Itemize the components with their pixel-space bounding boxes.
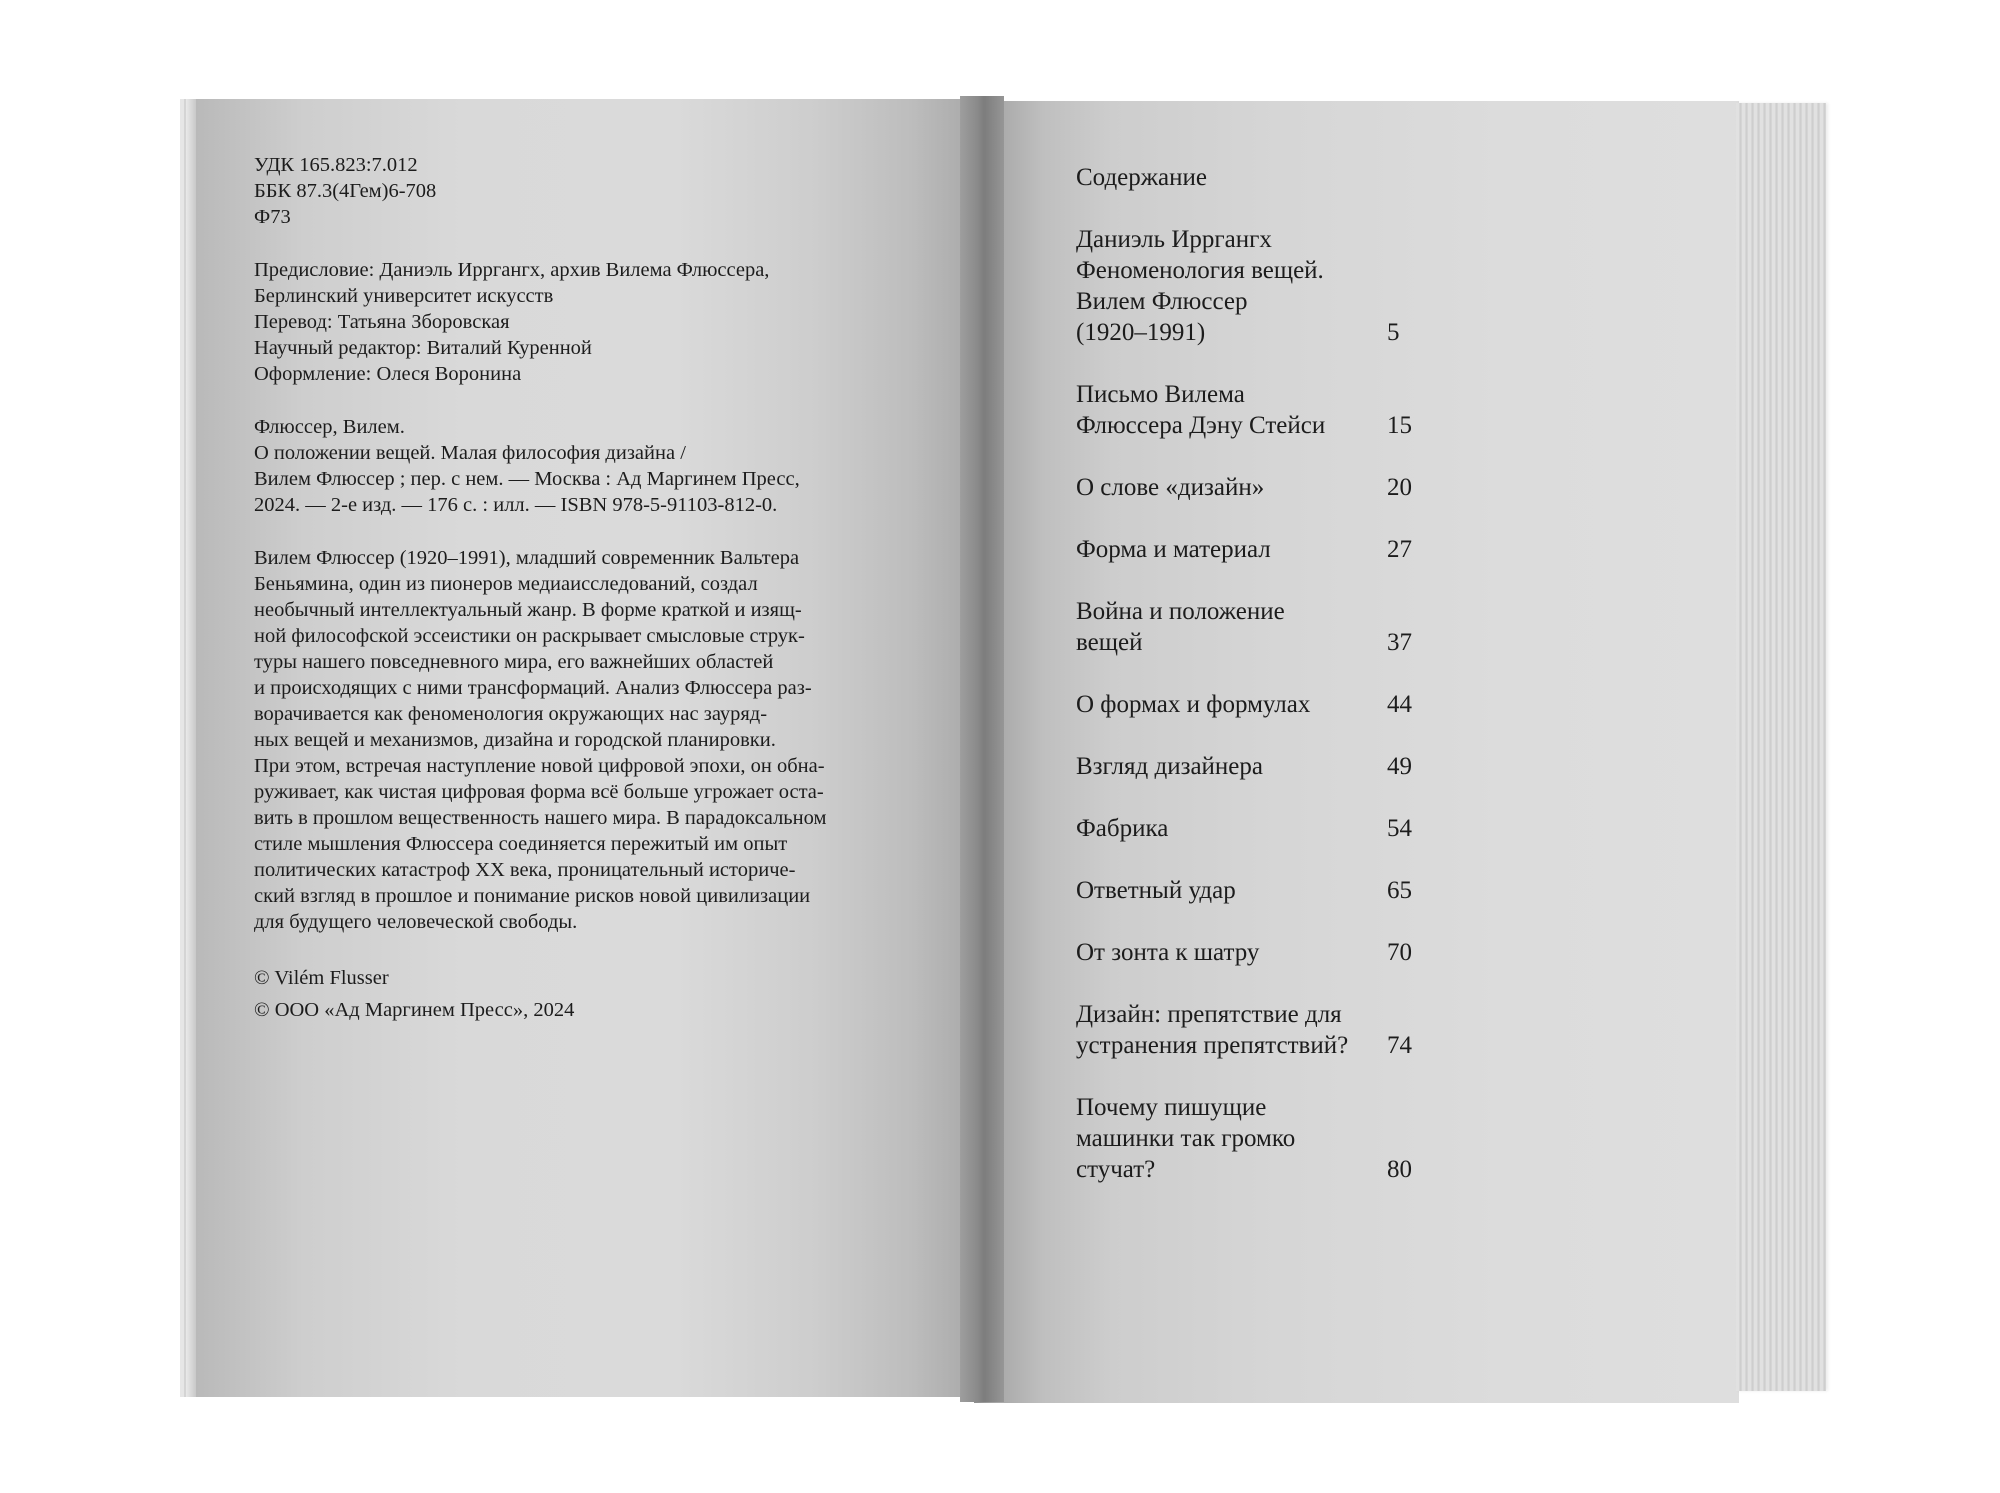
classification-line: УДК 165.823:7.012 bbox=[254, 154, 418, 176]
toc-entry bbox=[1076, 596, 1476, 658]
annotation-line: Беньямина, один из пионеров медиаисследований, создал bbox=[254, 573, 758, 595]
toc-entry-title bbox=[1076, 379, 1386, 441]
toc-entry-title bbox=[1076, 224, 1386, 348]
toc-entry-title-line: Письмо Вилема bbox=[1076, 381, 1245, 408]
classification-block bbox=[254, 152, 894, 230]
toc-entry-title-line: Почему пишущие bbox=[1076, 1094, 1267, 1121]
annotation-line: ных вещей и механизмов, дизайна и городской планировки. bbox=[254, 729, 776, 751]
credits-line: Оформление: Олеся Воронина bbox=[254, 363, 522, 385]
toc-entry-title-line: Фабрика bbox=[1076, 815, 1169, 842]
toc-entry-title bbox=[1076, 472, 1386, 503]
toc-page-number: 27 bbox=[1387, 536, 1412, 563]
bibliographic-line: Флюссер, Вилем. bbox=[254, 416, 405, 438]
toc-entry bbox=[1076, 472, 1476, 503]
toc-entry-title-line: Даниэль Ирргангx bbox=[1076, 226, 1272, 253]
copyright-line: © Vilém Flusser bbox=[254, 967, 389, 989]
toc-entry bbox=[1076, 224, 1476, 348]
bibliographic-line: О положении вещей. Малая философия дизайна / bbox=[254, 442, 686, 464]
toc-page-number: 20 bbox=[1387, 474, 1412, 501]
toc-page-number: 5 bbox=[1387, 319, 1400, 346]
toc-entry-title bbox=[1076, 937, 1386, 968]
copyright-block bbox=[254, 962, 894, 1026]
classification-line: Ф73 bbox=[254, 206, 291, 228]
annotation-line: стиле мышления Флюссера соединяется пережитый им опыт bbox=[254, 833, 788, 855]
toc-page-number: 44 bbox=[1387, 691, 1412, 718]
toc-entry bbox=[1076, 999, 1476, 1061]
annotation-line: политических катастроф XX века, проницательный историче- bbox=[254, 859, 796, 881]
toc-entry-title bbox=[1076, 534, 1386, 565]
toc-entry bbox=[1076, 875, 1476, 906]
toc-entry-title-line: машинки так громко bbox=[1076, 1125, 1296, 1152]
toc-entry-title-line: О слове «дизайн» bbox=[1076, 474, 1265, 501]
toc-page-number: 70 bbox=[1387, 939, 1412, 966]
toc-page-number: 37 bbox=[1387, 629, 1412, 656]
annotation-line: для будущего человеческой свободы. bbox=[254, 911, 578, 933]
annotation-line: ной философской эссеистики он раскрывает смысловые струк- bbox=[254, 625, 805, 647]
toc-entry-title-line: устранения препятствий? bbox=[1076, 1032, 1349, 1059]
credits-line: Научный редактор: Виталий Куренной bbox=[254, 337, 592, 359]
toc-entry-title-line: Флюссера Дэну Стейси bbox=[1076, 412, 1326, 439]
copyright-line: © ООО «Ад Маргинем Пресс», 2024 bbox=[254, 999, 575, 1021]
annotation-line: ворачивается как феноменология окружающих нас зауряд- bbox=[254, 703, 768, 725]
toc-entry bbox=[1076, 379, 1476, 441]
table-of-contents bbox=[1076, 224, 1476, 1216]
annotation-line: необычный интеллектуальный жанр. В форме краткой и изящ- bbox=[254, 599, 802, 621]
annotation-block bbox=[254, 545, 894, 935]
toc-entry bbox=[1076, 813, 1476, 844]
toc-entry-title bbox=[1076, 751, 1386, 782]
toc-page-number: 74 bbox=[1387, 1032, 1412, 1059]
toc-entry bbox=[1076, 751, 1476, 782]
toc-entry-title-line: Вилем Флюссер bbox=[1076, 288, 1248, 315]
book-spine-gutter bbox=[960, 96, 1004, 1402]
toc-entry-title-line: О формах и формулах bbox=[1076, 691, 1311, 718]
toc-entry-title bbox=[1076, 689, 1386, 720]
toc-page-number: 80 bbox=[1387, 1156, 1412, 1183]
annotation-line: При этом, встречая наступление новой цифровой эпохи, он обна- bbox=[254, 755, 825, 777]
toc-entry-title bbox=[1076, 813, 1386, 844]
toc-page-number: 15 bbox=[1387, 412, 1412, 439]
toc-entry-title-line: стучат? bbox=[1076, 1156, 1156, 1183]
annotation-line: и происходящих с ними трансформаций. Анализ Флюссера раз- bbox=[254, 677, 812, 699]
contents-title: Содержание bbox=[1076, 164, 1207, 191]
toc-entry-title-line: Форма и материал bbox=[1076, 536, 1271, 563]
page-edges bbox=[1736, 103, 1826, 1391]
annotation-line: Вилем Флюссер (1920–1991), младший современник Вальтера bbox=[254, 547, 800, 569]
toc-entry-title bbox=[1076, 999, 1386, 1061]
toc-entry-title bbox=[1076, 596, 1386, 658]
bibliographic-line: 2024. — 2-е изд. — 176 с. : илл. — ISBN 978-5-91103-812-0. bbox=[254, 494, 778, 516]
annotation-line: ский взгляд в прошлое и понимание рисков новой цивилизации bbox=[254, 885, 811, 907]
classification-line: ББК 87.3(4Гем)6-708 bbox=[254, 180, 437, 202]
credits-line: Перевод: Татьяна Зборовская bbox=[254, 311, 510, 333]
credits-line: Берлинский университет искусств bbox=[254, 285, 554, 307]
credits-line: Предисловие: Даниэль Ирргангx, архив Вилема Флюссера, bbox=[254, 259, 770, 281]
bibliographic-line: Вилем Флюссер ; пер. с нем. — Москва : Ад Маргинем Пресс, bbox=[254, 468, 800, 490]
toc-entry-title-line: (1920–1991) bbox=[1076, 319, 1206, 346]
annotation-line: вить в прошлом вещественность нашего мира. В парадоксальном bbox=[254, 807, 827, 829]
credits-block bbox=[254, 257, 894, 387]
toc-entry bbox=[1076, 689, 1476, 720]
bibliographic-block bbox=[254, 414, 894, 518]
toc-entry-title bbox=[1076, 875, 1386, 906]
toc-entry bbox=[1076, 937, 1476, 968]
toc-entry-title-line: Война и положение bbox=[1076, 598, 1285, 625]
annotation-line: руживает, как чистая цифровая форма всё больше угрожает оста- bbox=[254, 781, 824, 803]
toc-entry-title-line: вещей bbox=[1076, 629, 1143, 656]
imprint-text bbox=[254, 152, 894, 1053]
toc-page-number: 54 bbox=[1387, 815, 1412, 842]
toc-entry-title-line: От зонта к шатру bbox=[1076, 939, 1260, 966]
toc-entry bbox=[1076, 1092, 1476, 1185]
toc-entry bbox=[1076, 534, 1476, 565]
toc-entry-title-line: Дизайн: препятствие для bbox=[1076, 1001, 1342, 1028]
toc-entry-title bbox=[1076, 1092, 1386, 1185]
toc-entry-title-line: Феноменология вещей. bbox=[1076, 257, 1324, 284]
toc-page-number: 49 bbox=[1387, 753, 1412, 780]
annotation-line: туры нашего повседневного мира, его важнейших областей bbox=[254, 651, 774, 673]
toc-page-number: 65 bbox=[1387, 877, 1412, 904]
toc-entry-title-line: Ответный удар bbox=[1076, 877, 1236, 904]
toc-entry-title-line: Взгляд дизайнера bbox=[1076, 753, 1263, 780]
